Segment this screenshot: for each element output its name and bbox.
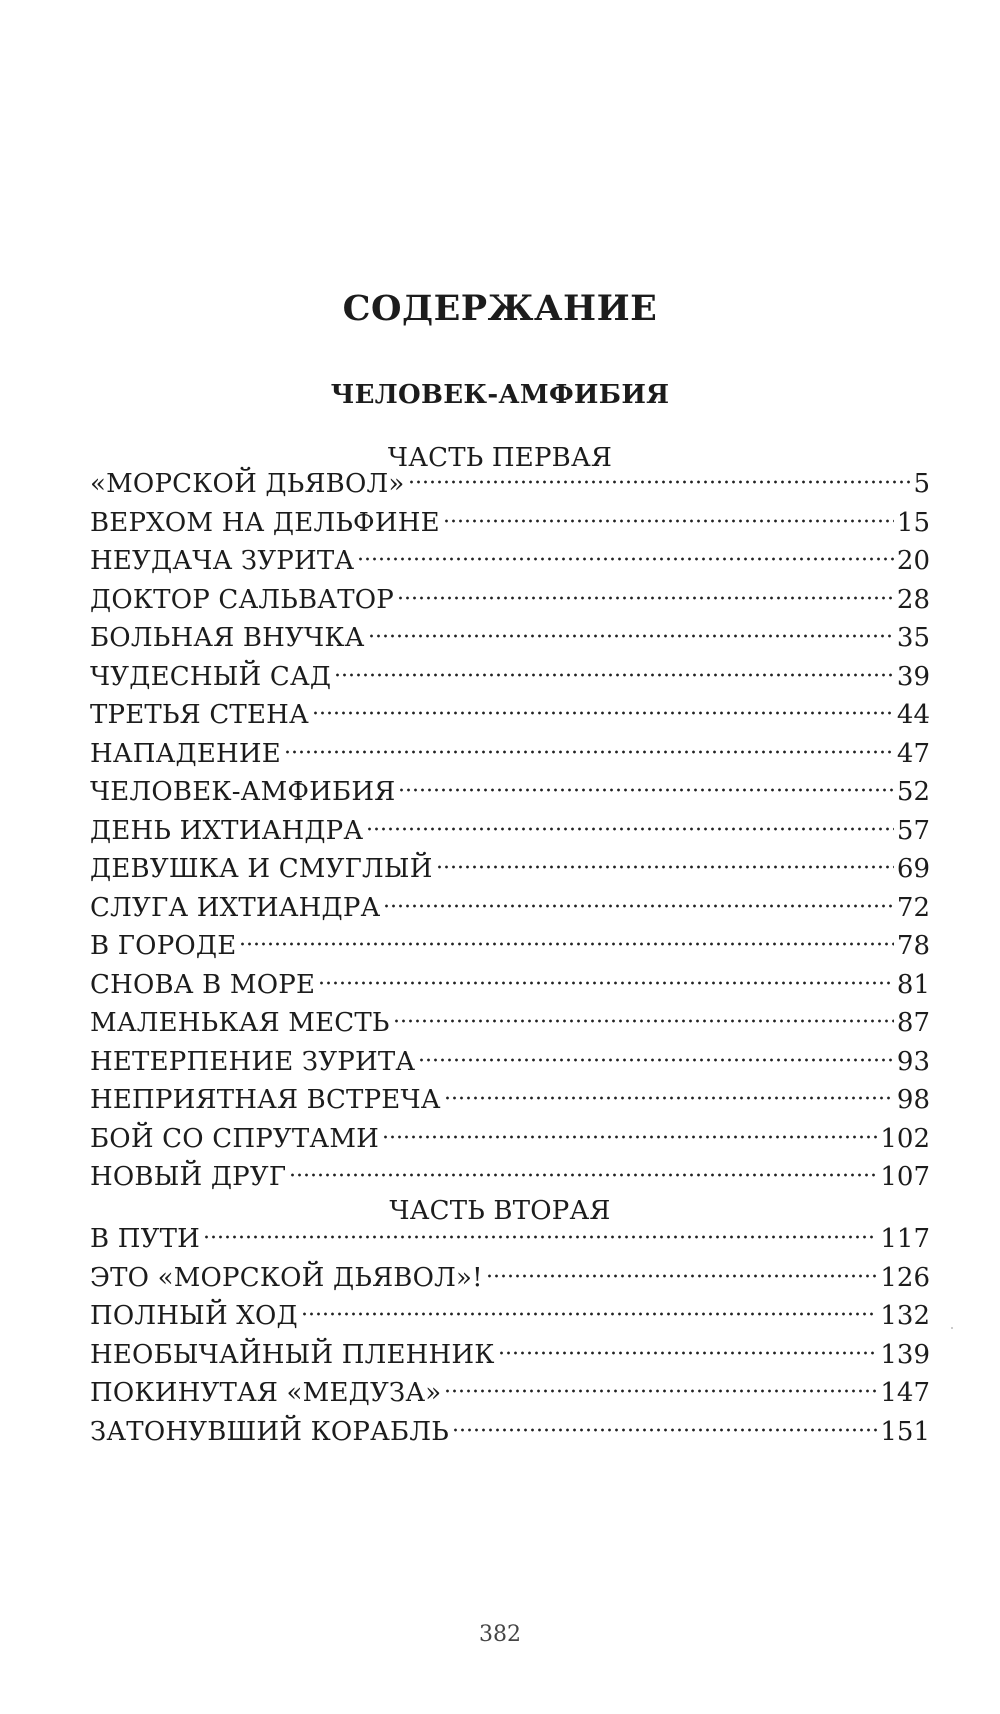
page-number: 382 [479, 1622, 521, 1647]
toc-entry [90, 1259, 930, 1298]
toc-entry [90, 696, 930, 735]
dot-leader [383, 902, 893, 910]
page-title: СОДЕРЖАНИЕ [342, 288, 658, 329]
toc-entry-title: НЕУДАЧА ЗУРИТА [90, 546, 355, 576]
toc-entry [90, 1220, 930, 1259]
toc-entry [90, 1081, 930, 1120]
book-title: ЧЕЛОВЕК-АМФИБИЯ [330, 380, 670, 410]
toc-list-part-2 [90, 1220, 930, 1451]
toc-entry [90, 1158, 930, 1197]
toc-entry [90, 542, 930, 581]
toc-entry-title: БОЙ СО СПРУТАМИ [90, 1123, 380, 1154]
toc-entry-title: «МОРСКОЙ ДЬЯВОЛ» [90, 469, 405, 499]
toc-entry-title: НЕПРИЯТНАЯ ВСТРЕЧА [90, 1085, 441, 1115]
toc-entry-page: 47 [896, 738, 930, 769]
toc-entry-page: 72 [896, 892, 930, 923]
toc-entry [90, 1297, 930, 1336]
toc-entry-page: 5 [913, 469, 930, 499]
toc-entry-title: ЗАТОНУВШИЙ КОРАБЛЬ [90, 1416, 449, 1447]
paper-speck [951, 1327, 953, 1329]
toc-entry [90, 1120, 930, 1159]
toc-entry [90, 735, 930, 774]
toc-entry-title: ПОЛНЫЙ ХОД [90, 1301, 298, 1331]
toc-entry-page: 35 [896, 623, 930, 653]
toc-entry-title: ВЕРХОМ НА ДЕЛЬФИНЕ [90, 507, 440, 538]
toc-entry-page: 20 [896, 546, 930, 576]
dot-leader [444, 1387, 877, 1395]
dot-leader [301, 1310, 878, 1318]
dot-leader [408, 478, 911, 486]
toc-entry [90, 966, 930, 1005]
toc-entry [90, 850, 930, 889]
toc-entry-page: 132 [880, 1301, 930, 1331]
toc-entry-page: 107 [880, 1162, 930, 1192]
toc-entry-title: СНОВА В МОРЕ [90, 969, 316, 1000]
part-heading-1: ЧАСТЬ ПЕРВАЯ [387, 443, 613, 473]
toc-entry-title: НЕОБЫЧАЙНЫЙ ПЛЕННИК [90, 1339, 495, 1370]
toc-entry-title: ДОКТОР САЛЬВАТОР [90, 584, 394, 615]
dot-leader [203, 1233, 877, 1241]
dot-leader [443, 517, 894, 525]
toc-list-part-1 [90, 465, 930, 1197]
toc-entry [90, 1336, 930, 1375]
toc-entry-page: 126 [880, 1262, 930, 1293]
dot-leader [452, 1426, 877, 1434]
toc-entry [90, 581, 930, 620]
toc-entry-title: В ГОРОДЕ [90, 931, 237, 961]
toc-entry-page: 87 [896, 1008, 930, 1038]
dot-leader [393, 1017, 894, 1025]
dot-leader [312, 709, 894, 717]
part-heading-2: ЧАСТЬ ВТОРАЯ [389, 1196, 611, 1226]
toc-entry-title: ЧУДЕСНЫЙ САД [90, 661, 332, 692]
dot-leader [498, 1349, 878, 1357]
toc-entry-page: 151 [880, 1416, 930, 1447]
toc-entry-title: ПОКИНУТАЯ «МЕДУЗА» [90, 1378, 442, 1408]
toc-entry-page: 28 [896, 584, 930, 615]
dot-leader [486, 1272, 878, 1280]
toc-entry-page: 57 [896, 815, 930, 846]
dot-leader [368, 632, 894, 640]
dot-leader [398, 786, 893, 794]
toc-entry-page: 93 [896, 1046, 930, 1077]
toc-entry [90, 773, 930, 812]
toc-entry [90, 1413, 930, 1452]
dot-leader [382, 1133, 877, 1141]
toc-entry-page: 52 [896, 777, 930, 807]
toc-entry-page: 98 [896, 1085, 930, 1115]
dot-leader [436, 863, 894, 871]
toc-entry-title: НЕТЕРПЕНИЕ ЗУРИТА [90, 1046, 416, 1077]
toc-entry [90, 927, 930, 966]
toc-entry [90, 1374, 930, 1413]
toc-entry-title: ЭТО «МОРСКОЙ ДЬЯВОЛ»! [90, 1262, 483, 1293]
toc-entry-title: МАЛЕНЬКАЯ МЕСТЬ [90, 1008, 390, 1038]
toc-entry-page: 147 [880, 1378, 930, 1408]
toc-entry-title: ТРЕТЬЯ СТЕНА [90, 700, 309, 730]
toc-entry-title: ДЕВУШКА И СМУГЛЫЙ [90, 854, 433, 884]
toc-entry-title: НОВЫЙ ДРУГ [90, 1162, 287, 1192]
toc-entry [90, 1004, 930, 1043]
dot-leader [239, 940, 893, 948]
dot-leader [334, 671, 894, 679]
dot-leader [284, 748, 894, 756]
dot-leader [289, 1171, 877, 1179]
dot-leader [366, 825, 894, 833]
toc-entry-title: НАПАДЕНИЕ [90, 738, 281, 769]
toc-entry [90, 1043, 930, 1082]
dot-leader [357, 555, 894, 563]
toc-entry [90, 504, 930, 543]
toc-entry-page: 78 [896, 931, 930, 961]
dot-leader [318, 979, 894, 987]
toc-entry [90, 619, 930, 658]
dot-leader [397, 594, 894, 602]
toc-entry-title: В ПУТИ [90, 1224, 201, 1254]
dot-leader [418, 1056, 894, 1064]
toc-entry-title: БОЛЬНАЯ ВНУЧКА [90, 623, 365, 653]
toc-entry-page: 44 [896, 700, 930, 730]
toc-entry-title: СЛУГА ИХТИАНДРА [90, 892, 381, 923]
toc-entry-title: ДЕНЬ ИХТИАНДРА [90, 815, 364, 846]
toc-entry [90, 465, 930, 504]
toc-entry [90, 812, 930, 851]
toc-entry-page: 15 [896, 507, 930, 538]
toc-entry [90, 658, 930, 697]
toc-entry-page: 117 [880, 1224, 930, 1254]
toc-entry-title: ЧЕЛОВЕК-АМФИБИЯ [90, 777, 396, 807]
toc-entry-page: 81 [896, 969, 930, 1000]
dot-leader [444, 1094, 894, 1102]
toc-entry-page: 102 [880, 1123, 930, 1154]
toc-entry [90, 889, 930, 928]
toc-entry-page: 139 [880, 1339, 930, 1370]
toc-entry-page: 69 [896, 854, 930, 884]
toc-entry-page: 39 [896, 661, 930, 692]
